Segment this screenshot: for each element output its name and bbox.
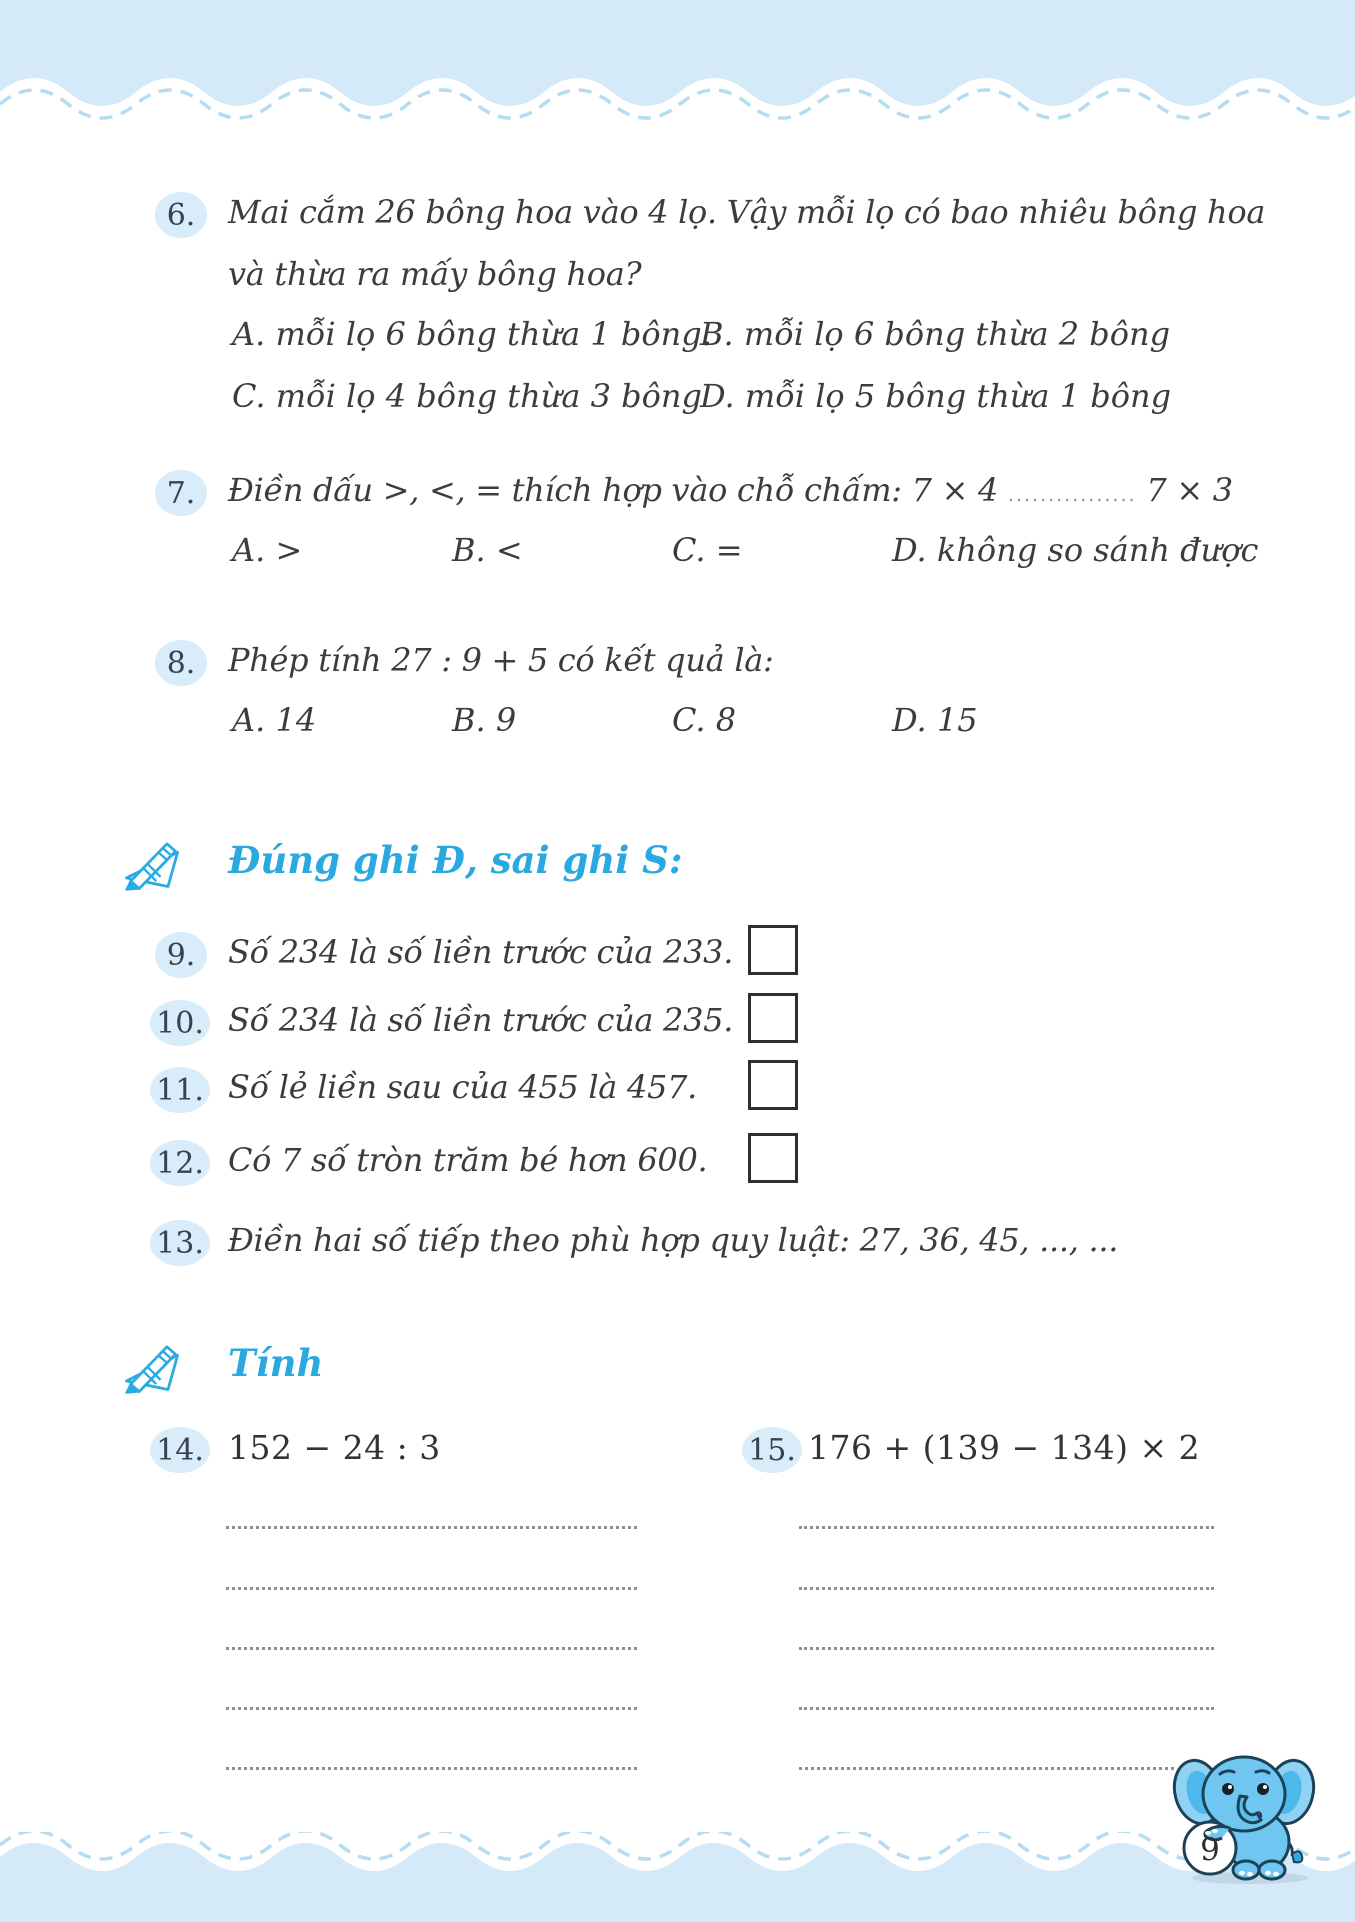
answer-checkbox-q9[interactable] [748, 925, 798, 975]
question-6-option-b: B. mỗi lọ 6 bông thừa 2 bông [700, 315, 1171, 353]
question-number-badge: 6. [155, 192, 207, 238]
question-number-badge: 11. [150, 1067, 210, 1113]
question-7-prompt: Điền dấu >, <, = thích hợp vào chỗ chấm: 7 × 4 [228, 471, 1008, 509]
answer-line[interactable] [226, 1526, 637, 1529]
question-7-text [228, 471, 1233, 509]
question-10-text: Số 234 là số liền trước của 235. [228, 1001, 734, 1039]
question-8-option-c: C. 8 [672, 701, 737, 739]
question-13-text: Điền hai số tiếp theo phù hợp quy luật: 27, 36, 45, ..., ... [228, 1221, 1119, 1259]
question-6-line2: và thừa ra mấy bông hoa? [228, 255, 642, 293]
question-6-option-a: A. mỗi lọ 6 bông thừa 1 bông. [232, 315, 712, 353]
question-8-option-b: B. 9 [452, 701, 517, 739]
question-14-expression: 152 − 24 : 3 [228, 1428, 441, 1467]
answer-line[interactable] [226, 1647, 637, 1650]
question-9-text: Số 234 là số liền trước của 233. [228, 933, 734, 971]
answer-checkbox-q10[interactable] [748, 993, 798, 1043]
question-15-expression: 176 + (139 − 134) × 2 [808, 1428, 1201, 1467]
section-title-true-false: Đúng ghi Đ, sai ghi S: [228, 838, 683, 882]
answer-checkbox-q12[interactable] [748, 1133, 798, 1183]
question-8-option-d: D. 15 [892, 701, 978, 739]
question-number-badge: 14. [150, 1427, 210, 1473]
answer-line[interactable] [799, 1526, 1214, 1529]
question-7-option-c: C. = [672, 531, 743, 569]
answer-line[interactable] [799, 1767, 1174, 1770]
question-6-line1: Mai cắm 26 bông hoa vào 4 lọ. Vậy mỗi lọ có bao nhiêu bông hoa [228, 193, 1266, 231]
page-number: 9 [1200, 1832, 1220, 1868]
question-7-option-b: B. < [452, 531, 523, 569]
question-number-badge: 10. [150, 1000, 210, 1046]
question-8-text: Phép tính 27 : 9 + 5 có kết quả là: [228, 641, 774, 679]
answer-line[interactable] [226, 1707, 637, 1710]
answer-line[interactable] [799, 1707, 1214, 1710]
question-number-badge: 7. [155, 470, 207, 516]
answer-line[interactable] [226, 1767, 637, 1770]
fill-in-blank-dots: ................ [1007, 484, 1137, 506]
question-11-text: Số lẻ liền sau của 455 là 457. [228, 1068, 698, 1106]
question-7-option-d: D. không so sánh được [892, 531, 1259, 569]
question-number-badge: 8. [155, 640, 207, 686]
question-number-badge: 13. [150, 1220, 210, 1266]
answer-checkbox-q11[interactable] [748, 1060, 798, 1110]
question-number-badge: 9. [155, 932, 207, 978]
question-7-option-a: A. > [232, 531, 303, 569]
header-wave-band [0, 0, 1355, 125]
pencil-icon [120, 1337, 184, 1395]
answer-line[interactable] [799, 1647, 1214, 1650]
question-6-option-d: D. mỗi lọ 5 bông thừa 1 bông [700, 377, 1172, 415]
question-8-option-a: A. 14 [232, 701, 317, 739]
footer-wave-band [0, 1832, 1355, 1922]
answer-line[interactable] [799, 1587, 1214, 1590]
question-6-option-c: C. mỗi lọ 4 bông thừa 3 bông [232, 377, 702, 415]
answer-line[interactable] [226, 1587, 637, 1590]
question-number-badge: 15. [742, 1427, 802, 1473]
question-7-suffix: 7 × 3 [1136, 471, 1233, 509]
section-title-tinh: Tính [228, 1341, 324, 1385]
pencil-icon [120, 834, 184, 892]
question-12-text: Có 7 số tròn trăm bé hơn 600. [228, 1141, 708, 1179]
question-number-badge: 12. [150, 1140, 210, 1186]
